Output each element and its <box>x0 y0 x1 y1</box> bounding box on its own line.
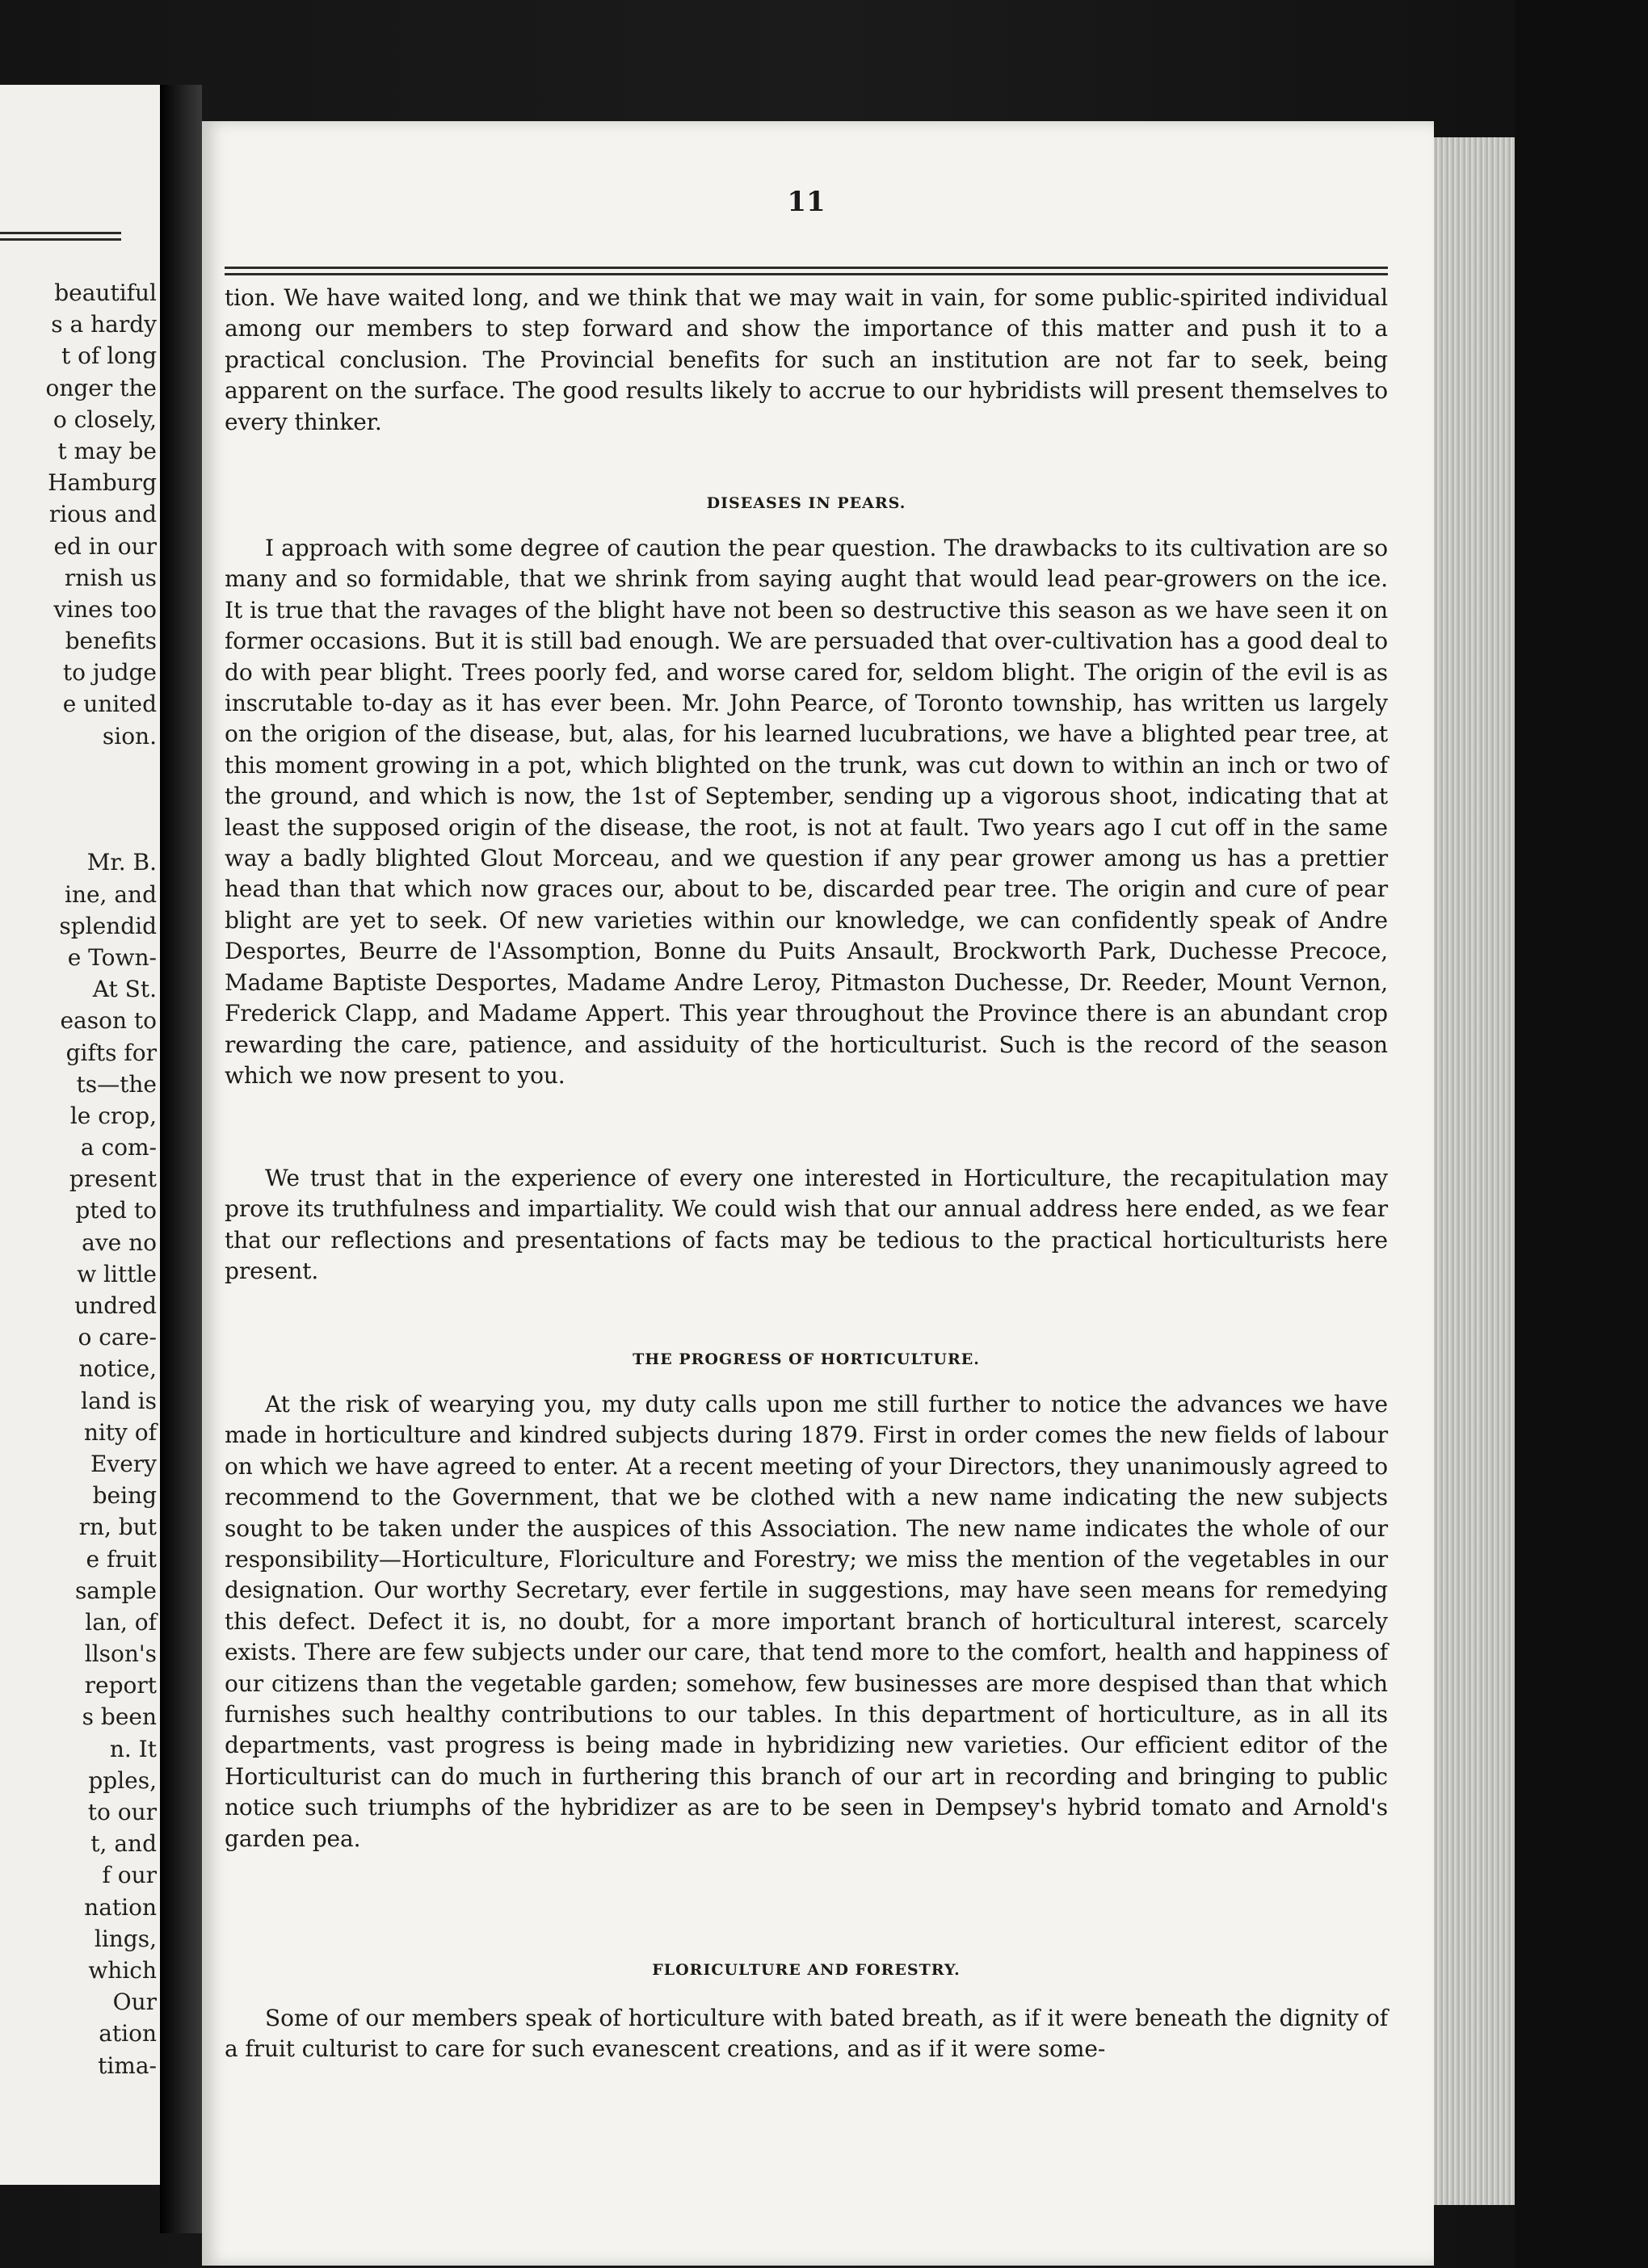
progress-paragraph: At the risk of wearying you, my duty calls upon me still further to notice the advances we have made in horticulture and kindred subjects during 1879. First in order comes the new fields of labour on which we have agreed to enter. At a recent meeting of your Directors, they unanimously agreed to recommend to the Government, that we be clothed with a new name indicating the new subjects sought to be taken under the auspices of this Association. The new name indicates the whole of our responsibility—Horticulture, Floriculture and Forestry; we miss the mention of the vegetables in our designation. Our worthy Secretary, ever fertile in suggestions, may have seen means for remedying this defect. Defect it is, no doubt, for a more important branch of horticultural interest, scarcely exists. There are few subjects under our care, that tend more to the comfort, health and happiness of our citizens than the vegetable garden; somehow, few businesses are more despised than that which furnishes such healthy contributions to our tables. In this department of horticulture, as in all its departments, vast progress is being made in hybridizing new varieties. Our efficient editor of the Horticulturist can do much in furthering this branch of our art in recording and bringing to public notice such triumphs of the hybridizer as are to be seen in Dempsey's hybrid tomato and Arnold's garden pea. <box>225 1391 1388 1852</box>
left-page-line: o care- <box>78 1324 157 1351</box>
left-page-line: nation <box>84 1893 157 1921</box>
left-page-line: e united <box>62 691 157 718</box>
left-page-line: onger the <box>45 374 157 401</box>
left-page-line: sion. <box>102 722 157 750</box>
left-page-line: w little <box>77 1260 157 1287</box>
left-page-rule <box>0 238 121 241</box>
left-page-line <box>0 752 157 783</box>
left-page-line: report <box>84 1672 157 1699</box>
left-page-line: o closely, <box>53 405 157 433</box>
left-page-line: t of long <box>61 342 157 370</box>
left-page-line: pted to <box>75 1197 157 1224</box>
page-number: 11 <box>787 186 826 218</box>
left-page-line: llson's <box>84 1640 157 1668</box>
left-page-line: nity of <box>83 1418 157 1446</box>
left-page-line: gifts for <box>65 1039 157 1066</box>
left-page-line: tima- <box>98 2052 157 2079</box>
left-page-line: e fruit <box>86 1545 157 1573</box>
left-page-line: lan, of <box>85 1608 157 1636</box>
heading-progress-of-horticulture: THE PROGRESS OF HORTICULTURE. <box>633 1350 980 1368</box>
left-page-line: Our <box>112 1989 157 2016</box>
left-page-line: At St. <box>92 976 157 1003</box>
left-page-line: vines too <box>53 595 157 623</box>
left-page-line: rnish us <box>64 564 157 591</box>
page-11 <box>202 121 1434 2266</box>
left-page-line: t, and <box>90 1830 157 1858</box>
left-page-line: f our <box>102 1862 157 1889</box>
left-page-line: eason to <box>60 1007 157 1035</box>
header-rule <box>225 267 1388 269</box>
diseases-paragraph-2: We trust that in the experience of every one interested in Horticulture, the recapitulation may prove its truthfulness and impartiality. We could wish that our annual address here ended, as we fear that our reflections and presentations of facts may be tedious to the practical horticulturists here present. <box>225 1165 1388 1285</box>
left-page-text <box>0 277 157 2081</box>
left-page-line: ts—the <box>76 1070 157 1098</box>
left-page-line: to judge <box>62 659 157 687</box>
left-page-line: lings, <box>94 1925 157 1952</box>
left-page-line: rn, but <box>78 1514 157 1541</box>
left-page-rule <box>0 232 121 234</box>
left-page-line: which <box>88 1956 157 1984</box>
left-page-line: ation <box>99 2020 157 2048</box>
left-page-line: undred <box>74 1292 157 1319</box>
left-page-line <box>0 815 157 846</box>
diseases-paragraph-1: I approach with some degree of caution the pear question. The drawbacks to its cultivation are so many and so formidable, that we shrink from saying aught that would lead pear-growers on the ice. It is true that the ravages of the blight have not been so destructive this season as we have seen it on former occasions. But it is still bad enough. We are persuaded that over-cultivation has a good deal to do with pear blight. Trees poorly fed, and worse cared for, seldom blight. The origin of the evil is as inscrutable to-day as it has ever been. Mr. John Pearce, of Toronto township, has written us largely on the origion of the disease, but, alas, for his learned lucubrations, we have a blighted pear tree, at this moment growing in a pot, which blighted on the trunk, was cut down to within an inch or two of the ground, and which is now, the 1st of September, sending up a vigorous shoot, indicating that at least the supposed origin of the disease, the root, is not at fault. Two years ago I cut off in the same way a badly blighted Glout Morceau, and we question if any pear grower among us has a prettier head than that which now graces our, about to be, discarded pear tree. The origin and cure of pear blight are yet to seek. Of new varieties within our knowledge, we can confidently speak of Andre Desportes, Beurre de l'Assomption, Bonne du Puits Ansault, Brockworth Park, Duchesse Precoce, Madame Baptiste Desportes, Madame Andre Leroy, Pitmaston Duchesse, Dr. Reeder, Mount Vernon, Frederick Clapp, and Madame Appert. This year throughout the Province there is an abundant crop rewarding the care, patience, and assiduity of the horticulturist. Such is the record of the season which we now present to you. <box>225 535 1388 1089</box>
left-page-line: s a hardy <box>51 311 157 338</box>
left-page-line: Hamburg <box>48 469 157 497</box>
left-page-line: e Town- <box>67 943 157 971</box>
left-page-line: benefits <box>65 628 157 655</box>
left-page-line: to our <box>87 1799 157 1825</box>
left-page-line: a com- <box>80 1134 157 1161</box>
left-page-line: t may be <box>57 437 157 464</box>
previous-page-fragment <box>0 85 165 2185</box>
left-page-line: ine, and <box>64 880 157 908</box>
left-page-line: splendid <box>59 912 157 939</box>
left-page-line: Mr. B. <box>86 849 157 876</box>
book-gutter <box>160 85 202 2233</box>
left-page-line: notice, <box>78 1355 157 1383</box>
left-page-line: Every <box>90 1450 157 1477</box>
left-page-line: ave no <box>82 1228 157 1256</box>
intro-paragraph: tion. We have waited long, and we think that we may wait in vain, for some public-spirited individual among our members to step forward and show the importance of this matter and push it to a practical conclusion. The Provincial benefits for such an institution are not far to seek, being apparent on the surface. The good results likely to accrue to our hybridists will present themselves to every thinker. <box>225 284 1388 435</box>
page-edges <box>1434 137 1515 2205</box>
left-page-line: sample <box>74 1577 157 1604</box>
heading-diseases-in-pears: DISEASES IN PEARS. <box>706 494 906 512</box>
heading-floriculture-and-forestry: FLORICULTURE AND FORESTRY. <box>652 1961 961 1979</box>
left-page-line: present <box>69 1166 157 1193</box>
left-page-line: rious and <box>48 501 157 528</box>
scan-background <box>1515 0 1648 2268</box>
left-page-line: pples, <box>88 1766 157 1794</box>
left-page-line: land is <box>81 1387 157 1414</box>
header-rule <box>225 273 1388 275</box>
floriculture-paragraph: Some of our members speak of horticulture with bated breath, as if it were beneath the dignity of a fruit culturist to care for such evanescent creations, and as if it were some- <box>225 2005 1388 2063</box>
left-page-line: le crop, <box>69 1102 157 1129</box>
left-page-line: beautiful <box>54 279 157 306</box>
left-page-line: ed in our <box>53 532 157 560</box>
left-page-line: s been <box>82 1703 157 1731</box>
left-page-line <box>0 783 157 815</box>
left-page-line: being <box>92 1482 157 1510</box>
left-page-line: n. It <box>109 1735 157 1762</box>
